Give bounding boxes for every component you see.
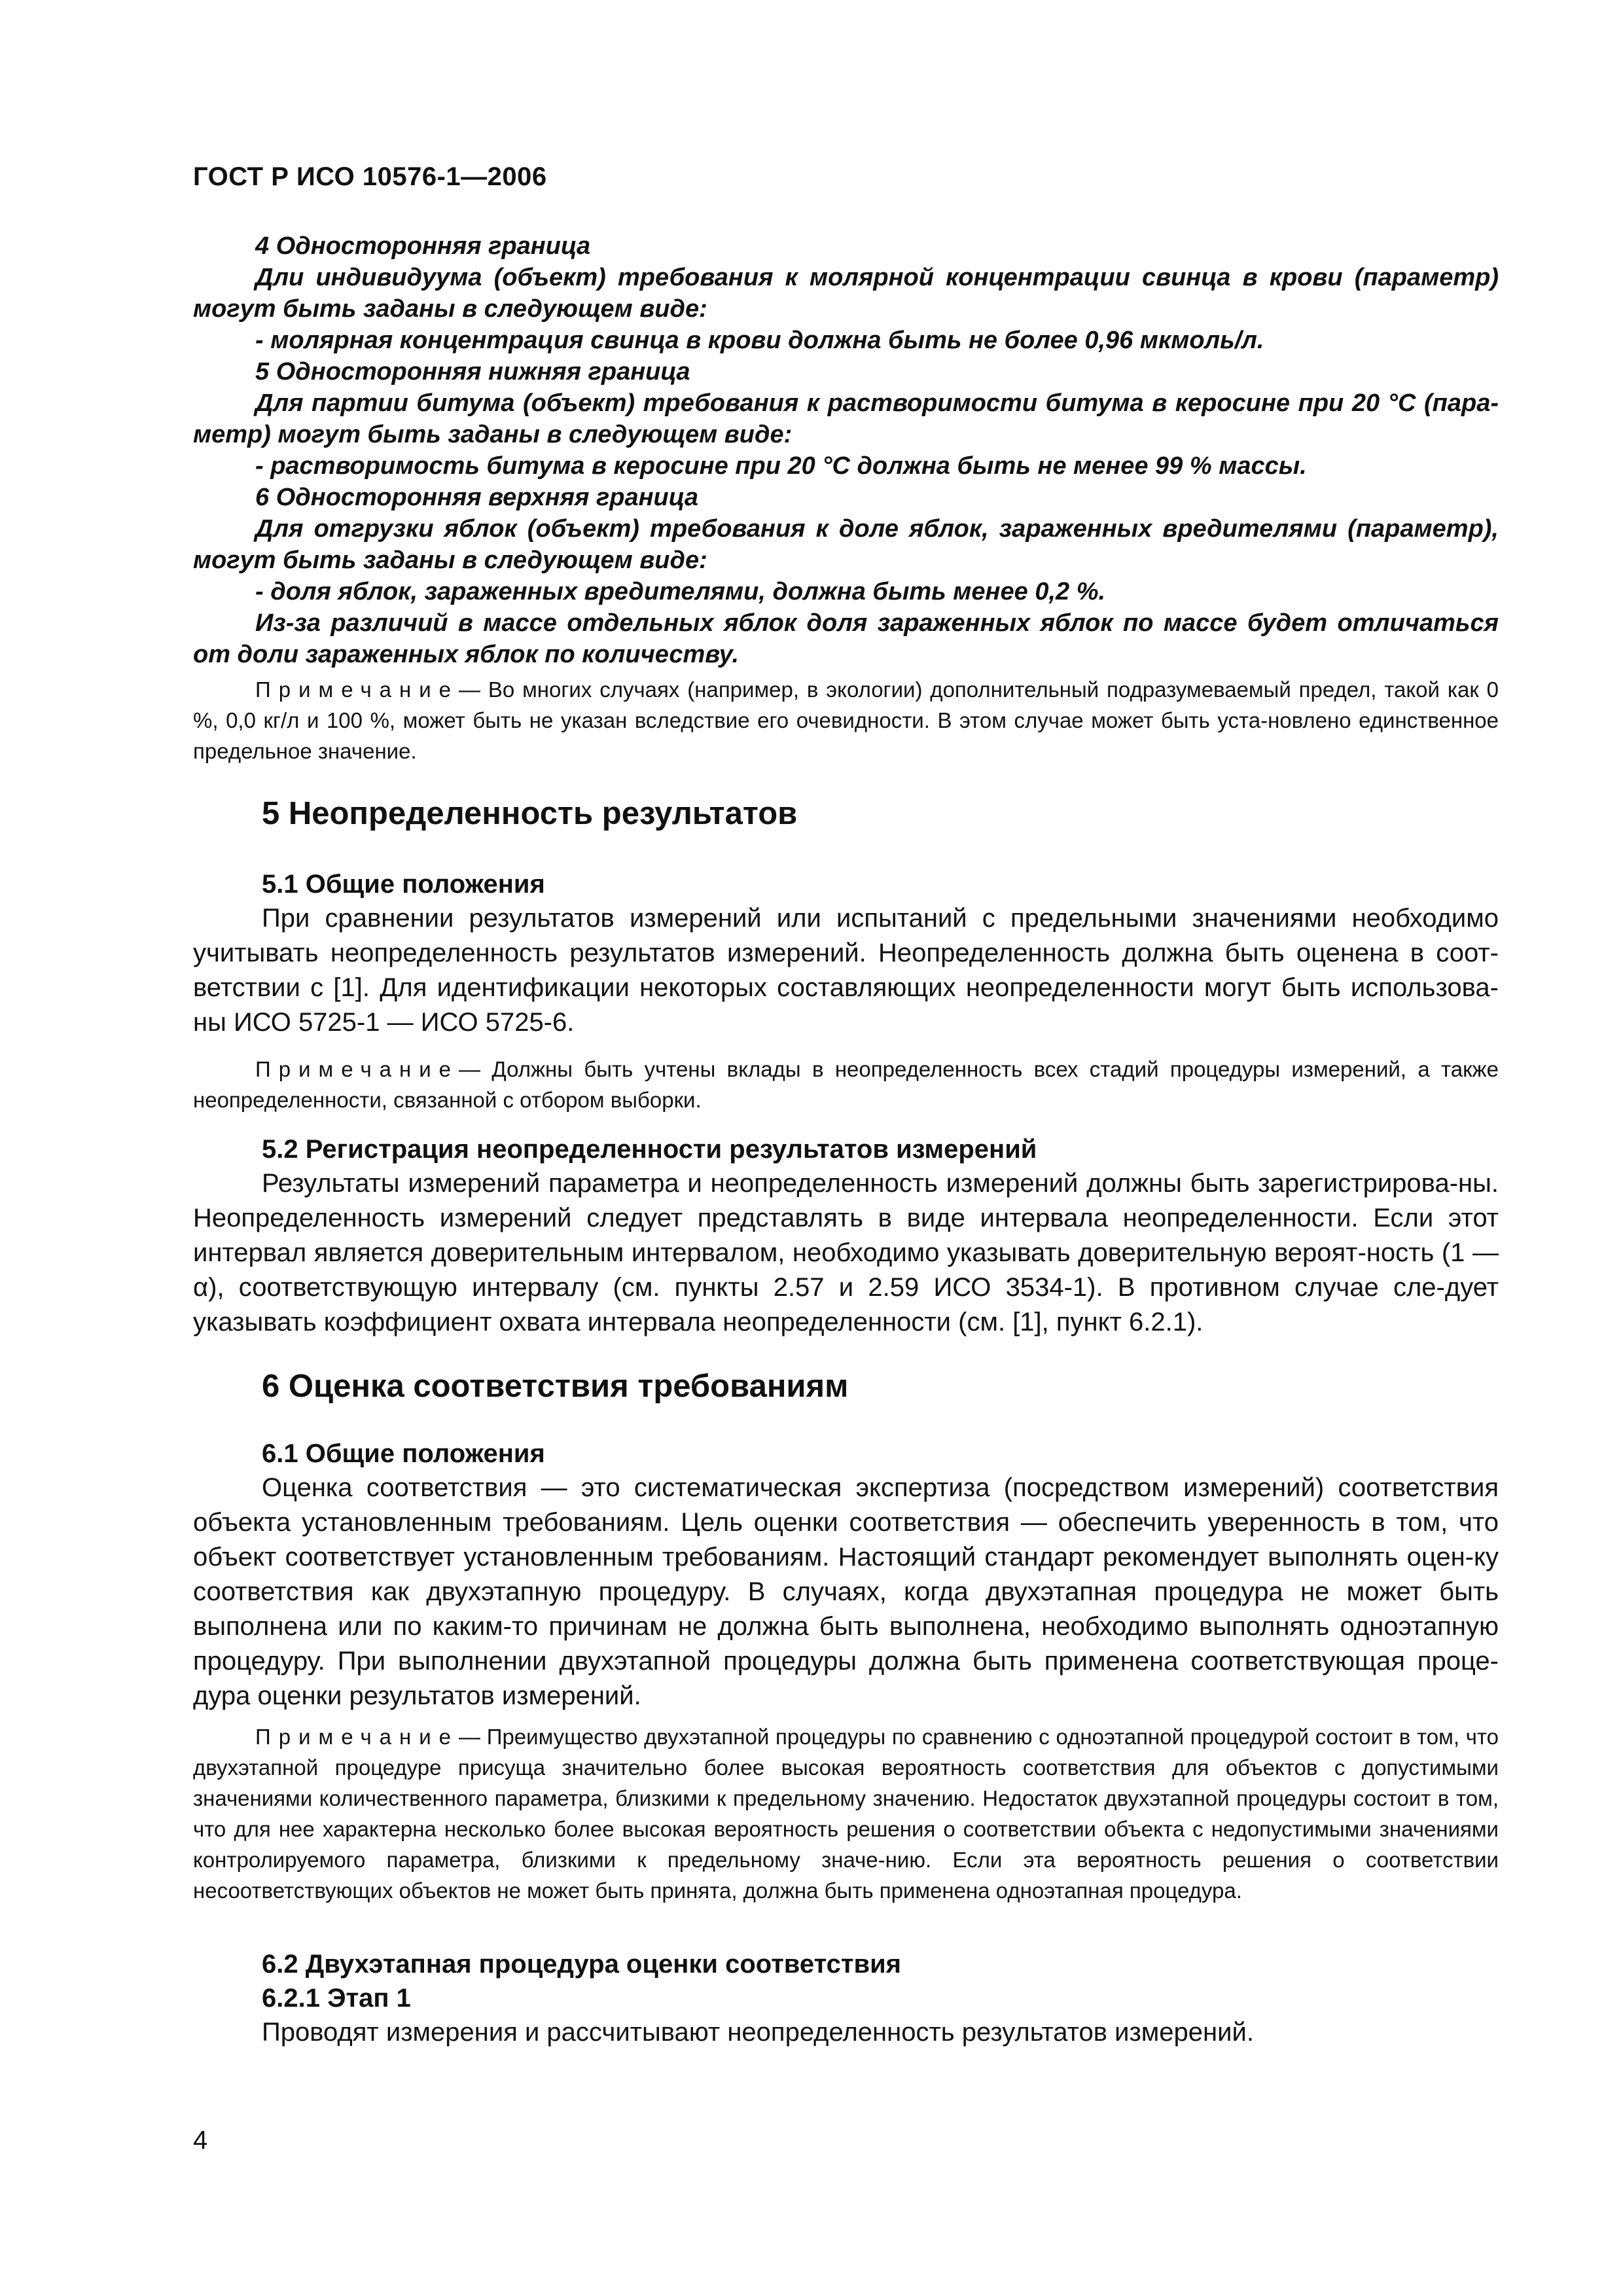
subsection-text: При сравнении результатов измерений или испытаний с предельными значениями необходимо учитывать неопределенность результатов измерений. Неопределенность должна быть оценена в соот-ветствии с [1]. Для идентификации некоторых составляющих неопределенности могут быть использова-ны ИСО 5725-1 — ИСО 5725-6. — [193, 904, 1499, 1037]
note-text: — Преимущество двухэтапной процедуры по сравнению с одноэтапной процедурой состоит в том, что двухэтапной процедуре присуща значительно более высокая вероятность соответствия для объектов с допустимыми значениями количественного параметра, близкими к предельному значению. Недостаток двухэтапной процедуры состоит в том, что для нее характерна несколько более высокая вероятность решения о соответствии объекта с недопустимыми значениями контролируемого параметра, близкими к предельному значе-нию. Если эта вероятность решения о соответствии несоответствующих объектов не может быть принята, должна быть применена одноэтапная процедура. — [193, 1725, 1499, 1903]
examples-block — [193, 230, 1499, 670]
section-title: 5 Неопределенность результатов — [262, 796, 798, 831]
example-6-title: 6 Односторонняя верхняя граница — [255, 484, 698, 511]
note-text: — Во многих случаях (например, в экологии) дополнительный подразумеваемый предел, такой как 0 %, 0,0 кг/л и 100 %, может быть не указан вследствие его очевидности. В этом случае может быть уста-новлено единственное предельное значение. — [193, 677, 1499, 763]
section-6-2 — [193, 1947, 1499, 2050]
section-5-2 — [193, 1132, 1499, 1340]
example-6-item: - доля яблок, зараженных вредителями, должна быть менее 0,2 %. — [255, 578, 1106, 605]
note-6-1 — [193, 1721, 1499, 1906]
example-6-remark: Из-за различий в массе отдельных яблок доля зараженных яблок по массе будет отличаться от доли зараженных яблок по количеству. — [193, 609, 1499, 668]
note-1 — [193, 674, 1499, 766]
example-5-title: 5 Односторонняя нижняя граница — [255, 358, 690, 386]
subsection-title: 5.1 Общие положения — [262, 870, 545, 899]
subsection-text: Результаты измерений параметра и неопределенность измерений должны быть зарегистрирова-ны. Неопределенность измерений следует представлять в виде интервала неопределенности. Если этот интервал является доверительным интервалом, необходимо указывать доверительную вероят-ность (1 — α), соответствующую интервалу (см. пункты 2.57 и 2.59 ИСО 3534-1). В противном случае сле-дует указывать коэффициент охвата интервала неопределенности (см. [1], пункт 6.2.1). — [193, 1169, 1499, 1336]
section-5 — [193, 795, 1499, 832]
section-6-1 — [193, 1437, 1499, 1713]
note-label: Примечание — [255, 1057, 459, 1081]
example-4-title: 4 Односторонняя граница — [255, 232, 591, 260]
document-header: ГОСТ Р ИСО 10576-1—2006 — [193, 162, 547, 191]
subsubsection-text: Проводят измерения и рассчитывают неопределенность результатов измерений. — [262, 2018, 1254, 2047]
example-4-item: - молярная концентрация свинца в крови должна быть не более 0,96 мкмоль/л. — [255, 327, 1264, 354]
page-number: 4 — [193, 2126, 208, 2155]
subsection-text: Оценка соответствия — это систематическая экспертиза (посредством измерений) соответствия объекта установленным требованиям. Цель оценки соответствия — обеспечить уверенность в том, что объект соответствует установленным требованиям. Настоящий стандарт рекомендует выполнять оцен-ку соответствия как двухэтапную процедуру. В случаях, когда двухэтапная процедура не может быть выполнена или по каким-то причинам не должна быть выполнена, необходимо выполнять одноэтапную процедуру. При выполнении двухэтапной процедуры должна быть применена соответствующая проце-дура оценки результатов измерений. — [193, 1473, 1499, 1710]
example-4-text: Дли индивидуума (объект) требования к молярной концентрации свинца в крови (параметр) могут быть заданы в следующем виде: — [193, 264, 1499, 323]
subsection-title: 6.2 Двухэтапная процедура оценки соответствия — [262, 1950, 901, 1979]
note-label: Примечание — [255, 1725, 459, 1749]
note-label: Примечание — [255, 677, 459, 702]
note-text: — Должны быть учтены вклады в неопределенность всех стадий процедуры измерений, а также неопределенности, связанной с отбором выборки. — [193, 1057, 1499, 1112]
subsection-title: 5.2 Регистрация неопределенности результатов измерений — [262, 1135, 1037, 1164]
subsubsection-title: 6.2.1 Этап 1 — [262, 1984, 411, 2013]
section-title: 6 Оценка соответствия требованиям — [262, 1369, 849, 1404]
section-6 — [193, 1368, 1499, 1405]
section-5-1 — [193, 867, 1499, 1040]
example-6-text: Для отгрузки яблок (объект) требования к доле яблок, зараженных вредителями (параметр), могут быть заданы в следующем виде: — [193, 515, 1499, 574]
example-5-text: Для партии битума (объект) требования к растворимости битума в керосине при 20 °С (пара-метр) могут быть заданы в следующем виде: — [193, 389, 1499, 448]
note-5-1 — [193, 1054, 1499, 1115]
example-5-item: - растворимость битума в керосине при 20 °С должна быть не менее 99 % массы. — [255, 452, 1307, 480]
subsection-title: 6.1 Общие положения — [262, 1439, 545, 1468]
